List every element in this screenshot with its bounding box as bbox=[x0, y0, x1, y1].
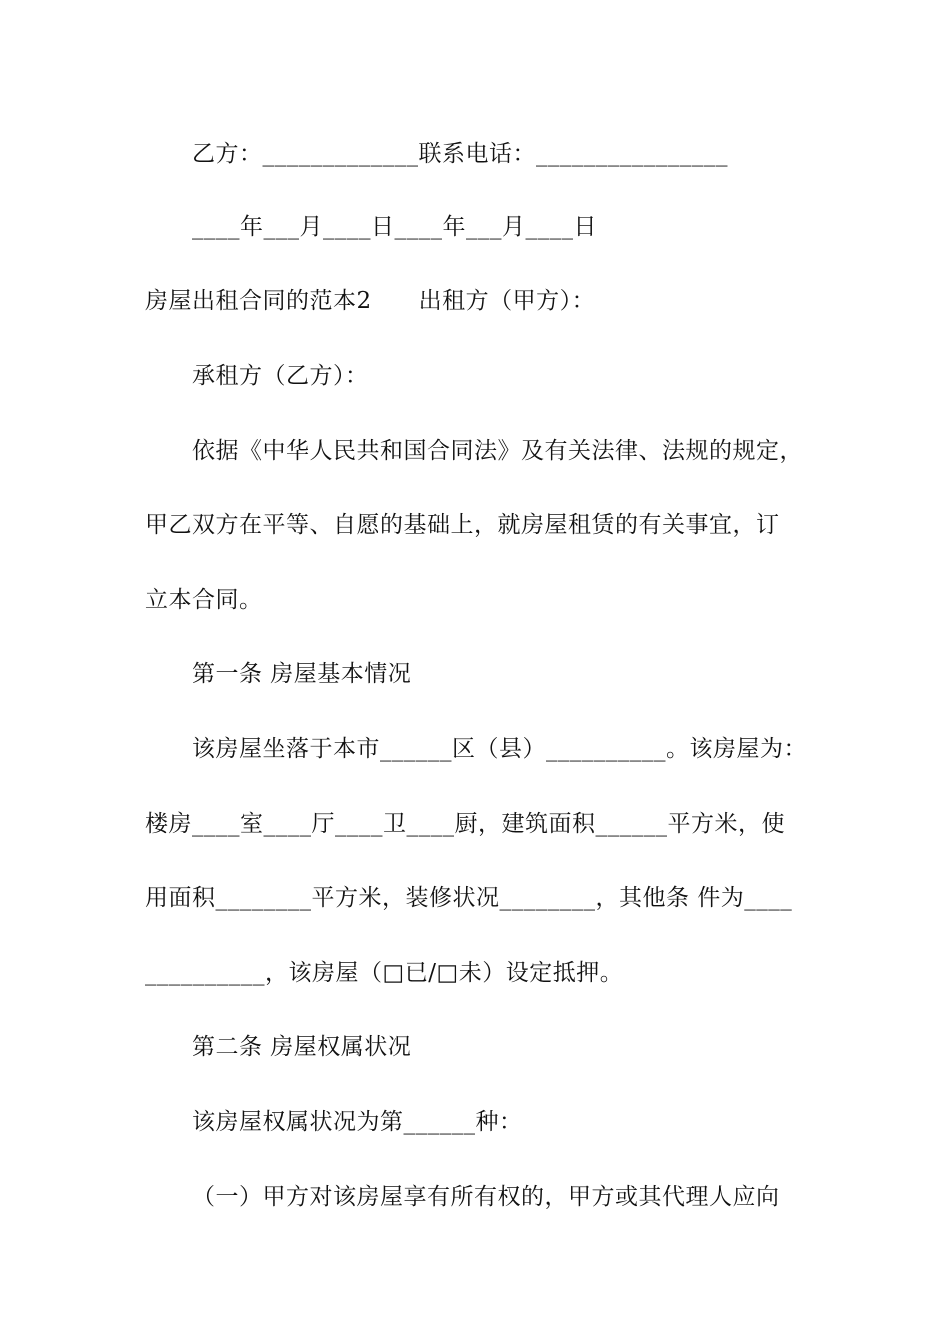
lessee-line: 承租方（乙方）： bbox=[192, 363, 369, 389]
paragraph-line: 该房屋坐落于本市______区（县）__________。该房屋为： bbox=[192, 736, 807, 762]
article-heading: 第一条 房屋基本情况 bbox=[192, 661, 412, 687]
paragraph-line: 该房屋权属状况为第______种： bbox=[192, 1109, 523, 1135]
paragraph-line: 立本合同。 bbox=[145, 587, 263, 613]
paragraph-line: （一）甲方对该房屋享有所有权的，甲方或其代理人应向 bbox=[192, 1184, 780, 1210]
paragraph-line: 甲乙双方在平等、自愿的基础上，就房屋租赁的有关事宜，订 bbox=[145, 512, 780, 538]
article-heading: 第二条 房屋权属状况 bbox=[192, 1034, 412, 1060]
date-range-line: ____年___月____日____年___月____日 bbox=[192, 214, 597, 240]
party-b-contact-line: 乙方：_____________联系电话：________________ bbox=[192, 141, 728, 167]
contract-title-line: 房屋出租合同的范本2 出租方（甲方）： bbox=[145, 288, 596, 314]
paragraph-line: __________，该房屋（□已/□未）设定抵押。 bbox=[145, 960, 624, 986]
paragraph-line: 依据《中华人民共和国合同法》及有关法律、法规的规定， bbox=[192, 438, 803, 464]
paragraph-line: 楼房____室____厅____卫____厨，建筑面积______平方米，使 bbox=[145, 811, 785, 837]
paragraph-line: 用面积________平方米，装修状况________，其他条 件为____ bbox=[145, 885, 793, 911]
